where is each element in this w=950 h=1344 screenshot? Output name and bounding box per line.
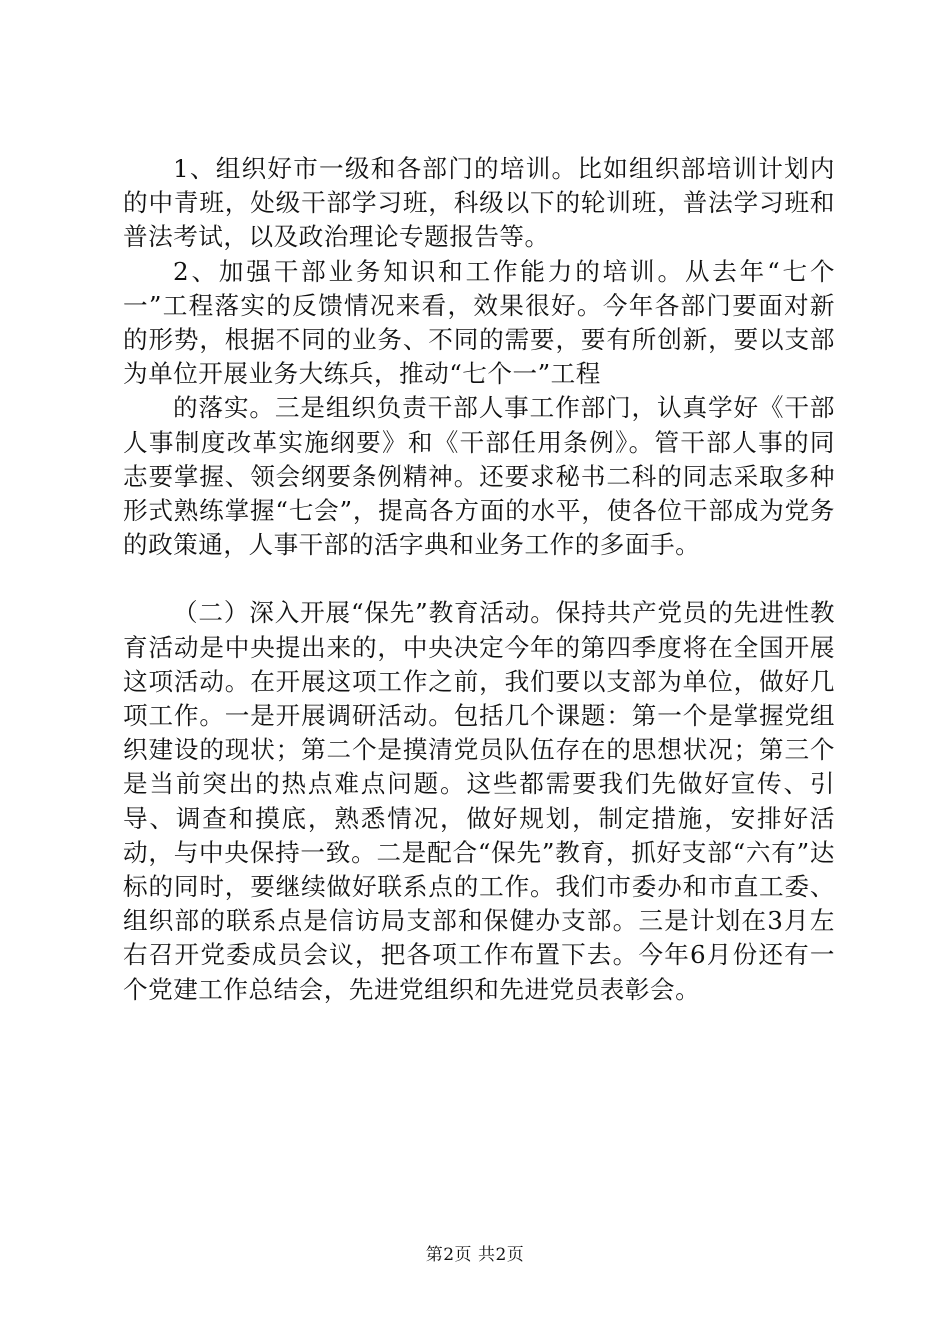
paragraph-training-business-skills: 2、加强干部业务知识和工作能力的培训。从去年“七个一”工程落实的反馈情况来看，效果很好。今年各部门要面对新的形势，根据不同的业务、不同的需要，要有所创新，要以支部为单位开展业务大练兵，推动“七个一”工程 bbox=[123, 256, 835, 389]
document-body bbox=[123, 152, 835, 1007]
page-number-footer: 第2页 共2页 bbox=[425, 1245, 525, 1265]
paragraph-training-city-level: 1、组织好市一级和各部门的培训。比如组织部培训计划内的中青班，处级干部学习班，科级以下的轮训班，普法学习班和普法考试，以及政治理论专题报告等。 bbox=[123, 154, 835, 252]
paragraph-implementation: 的落实。三是组织负责干部人事工作部门，认真学好《干部人事制度改革实施纲要》和《干部任用条例》。管干部人事的同志要掌握、领会纲要条例精神。还要求秘书二科的同志采取多种形式熟练掌握“七会”，提高各方面的水平，使各位干部成为党务的政策通，人事干部的活字典和业务工作的多面手。 bbox=[123, 393, 835, 560]
paragraph-education-activity: （二）深入开展“保先”教育活动。保持共产党员的先进性教育活动是中央提出来的，中央决定今年的第四季度将在全国开展这项活动。在开展这项工作之前，我们要以支部为单位，做好几项工作。一是开展调研活动。包括几个课题：第一个是掌握党组织建设的现状；第二个是摸清党员队伍存在的思想状况；第三个是当前突出的热点难点问题。这些都需要我们先做好宣传、引导、调查和摸底，熟悉情况，做好规划，制定措施，安排好活动，与中央保持一致。二是配合“保先”教育，抓好支部“六有”达标的同时，要继续做好联系点的工作。我们市委办和市直工委、组织部的联系点是信访局支部和保健办支部。三是计划在3月左右召开党委成员会议，把各项工作布置下去。今年6月份还有一个党建工作总结会，先进党组织和先进党员表彰会。 bbox=[123, 598, 835, 1004]
